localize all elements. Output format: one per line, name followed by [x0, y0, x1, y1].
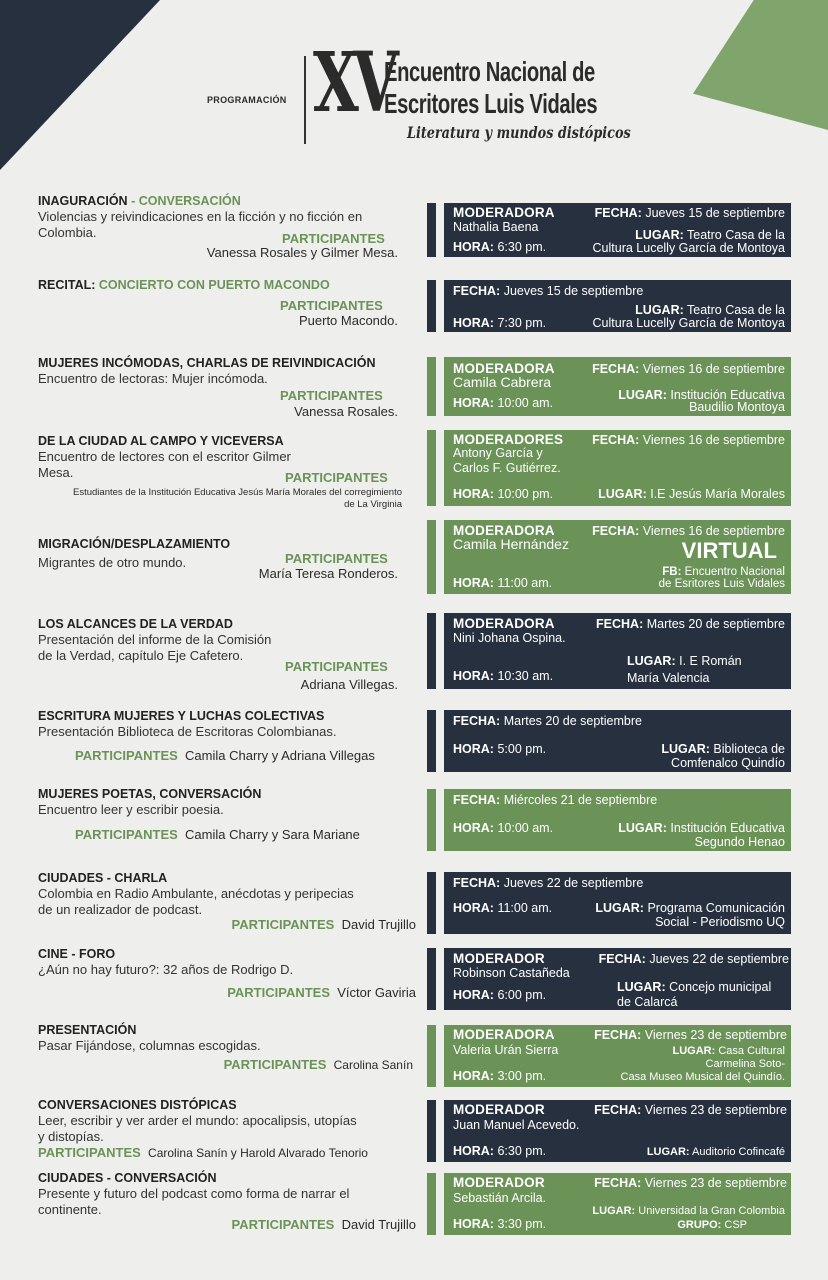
event-info	[38, 708, 413, 763]
event-info	[38, 193, 413, 260]
participants-label: PARTICIPANTES	[285, 659, 388, 674]
date-label: FECHA:	[594, 206, 642, 220]
time-value: 6:30 pm.	[497, 1144, 547, 1158]
event-info	[38, 1022, 413, 1072]
date-label: FECHA:	[592, 362, 640, 376]
participants-names: Estudiantes de la Institución Educativa Jesús María Morales del corregimiento de La Virginia	[73, 487, 402, 510]
participants-row	[75, 827, 360, 843]
participants-row	[224, 1057, 413, 1073]
time-value: 10:30 am.	[497, 669, 554, 683]
time-label: HORA:	[453, 988, 494, 1002]
participants-names: Carolina Sanín y Harold Alvarado Tenorio	[148, 1146, 368, 1160]
participants-row	[232, 1217, 416, 1233]
participants-names: Víctor Gaviria	[337, 985, 416, 1000]
event-description: ¿Aún no hay futuro?: 32 años de Rodrigo D.	[38, 962, 294, 977]
event-description: Presente y futuro del podcast como forma de narrar el	[38, 1186, 350, 1201]
participants-label: PARTICIPANTES	[280, 298, 383, 313]
participants-names: Camila Charry y Adriana Villegas	[185, 748, 375, 763]
participants-names: Vanessa Rosales y Gilmer Mesa.	[206, 245, 398, 260]
date-label: FECHA:	[592, 524, 640, 538]
venue-value-2: Segundo Henao	[694, 835, 785, 849]
participants-label: PARTICIPANTES	[285, 470, 388, 485]
venue-label: LUGAR:	[635, 228, 684, 242]
venue-value: Institución Educativa	[670, 388, 785, 402]
event-marker	[427, 280, 436, 332]
event-title: MUJERES INCÓMODAS, CHARLAS DE REIVINDICACIÓN	[38, 356, 376, 370]
facebook-label: FB:	[662, 566, 682, 578]
time-value: 6:30 pm.	[497, 240, 547, 254]
corner-decoration-top-right	[693, 0, 828, 130]
event-description: Encuentro de lectoras: Mujer incómoda.	[38, 371, 268, 386]
date-value: Miércoles 21 de septiembre	[503, 793, 658, 807]
event-description: Leer, escribir y ver arder el mundo: apocalipsis, utopías	[38, 1113, 357, 1128]
event-info	[38, 277, 413, 328]
participants-label: PARTICIPANTES	[282, 231, 385, 246]
venue-value: Casa Cultural	[718, 1045, 785, 1057]
facebook-value-2: de Esritores Luis Vidales	[658, 578, 785, 590]
venue-label: LUGAR:	[592, 1205, 636, 1217]
event-title: CINE - FORO	[38, 947, 116, 961]
participants-names: Camila Charry y Sara Mariane	[185, 827, 360, 842]
venue-value-3: Casa Museo Musical del Quindío.	[620, 1071, 785, 1083]
participants-label: PARTICIPANTES	[231, 1217, 335, 1232]
venue-value: Universidad la Gran Colombia	[638, 1205, 785, 1217]
date-label: FECHA:	[453, 714, 501, 728]
venue-value: Biblioteca de	[713, 742, 785, 756]
date-value: Viernes 23 de septiembre	[644, 1028, 787, 1042]
event-details-box	[444, 789, 791, 851]
time-label: HORA:	[453, 576, 494, 590]
participants-label: PARTICIPANTES	[38, 1145, 141, 1160]
date-value: Viernes 16 de septiembre	[642, 362, 785, 376]
participants-row	[75, 748, 375, 764]
venue-value-2: Baudilio Montoya	[689, 400, 785, 414]
venue-label: LUGAR:	[618, 821, 667, 835]
event-description: Presentación Biblioteca de Escritoras Colombianas.	[38, 724, 337, 739]
moderator-label: MODERADORA	[453, 1027, 555, 1042]
venue-value-2: Carmelina Soto-	[705, 1058, 785, 1070]
event-description: Encuentro de lectores con el escritor Gilmer Mesa.	[38, 449, 291, 480]
participants-names: María Teresa Ronderos.	[258, 566, 398, 581]
time-label: HORA:	[453, 316, 494, 330]
date-label: FECHA:	[592, 433, 640, 447]
date-value: Martes 20 de septiembre	[503, 714, 642, 728]
moderator-name: Nathalia Baena	[453, 220, 539, 234]
moderator-label: MODERADORA	[453, 616, 555, 631]
venue-label: LUGAR:	[598, 487, 647, 501]
participants-row	[38, 1145, 368, 1161]
venue-value-2: Comfenalco Quindío	[671, 756, 785, 770]
event-info	[38, 616, 413, 692]
event-title	[38, 193, 413, 209]
venue-value: Concejo municipal	[669, 980, 772, 994]
time-label: HORA:	[453, 742, 494, 756]
time-label: HORA:	[453, 669, 494, 683]
venue-value: Teatro Casa de la	[687, 228, 785, 242]
moderator-name: Sebastián Arcila.	[453, 1191, 547, 1205]
event-info	[38, 536, 413, 581]
participants-label: PARTICIPANTES	[227, 985, 331, 1000]
event-details-box	[444, 710, 791, 772]
event-subtitle: Literatura y mundos distópicos	[407, 123, 631, 142]
time-value: 11:00 am.	[497, 901, 553, 915]
participants-label: PARTICIPANTES	[75, 748, 178, 763]
participants-label: PARTICIPANTES	[75, 827, 178, 842]
date-label: FECHA:	[594, 1103, 642, 1117]
moderator-name: Juan Manuel Acevedo.	[453, 1118, 580, 1132]
programacion-label: PROGRAMACIÓN	[207, 95, 287, 105]
event-info	[38, 355, 413, 419]
event-marker	[427, 203, 436, 257]
moderator-name-2: Carlos F. Gutiérrez.	[453, 461, 561, 475]
event-info	[38, 1170, 416, 1232]
venue-value: Auditorio Cofincafé	[692, 1146, 785, 1158]
time-label: HORA:	[453, 1217, 494, 1231]
participants-label: PARTICIPANTES	[285, 551, 388, 566]
event-description: Violencias y reivindicaciones en la ficción y no ficción en Colombia.	[38, 209, 363, 240]
time-label: HORA:	[453, 1144, 494, 1158]
event-details-box	[444, 280, 791, 332]
event-description: Encuentro leer y escribir poesia.	[38, 802, 224, 817]
moderator-name: Antony García y	[453, 446, 543, 460]
date-value: Viernes 23 de septiembre	[644, 1176, 787, 1190]
event-title: ESCRITURA MUJERES Y LUCHAS COLECTIVAS	[38, 709, 325, 723]
date-value: Martes 20 de septiembre	[646, 617, 785, 631]
event-marker	[427, 357, 436, 416]
time-label: HORA:	[453, 487, 494, 501]
participants-names: David Trujillo	[341, 917, 416, 932]
event-details-box	[444, 613, 791, 689]
event-description-2: continente.	[38, 1202, 102, 1217]
venue-label: LUGAR:	[627, 654, 676, 668]
time-label: HORA:	[453, 396, 494, 410]
moderator-label: MODERADOR	[453, 1175, 545, 1190]
time-value: 3:00 pm.	[497, 1069, 547, 1083]
date-value: Viernes 16 de septiembre	[642, 524, 785, 538]
event-marker	[427, 1100, 436, 1162]
event-title: DE LA CIUDAD AL CAMPO Y VICEVERSA	[38, 434, 284, 448]
event-title: MIGRACIÓN/DESPLAZAMIENTO	[38, 537, 231, 551]
facebook-value: Encuentro Nacional	[684, 566, 785, 578]
venue-label: LUGAR:	[618, 388, 667, 402]
group-value: CSP	[724, 1219, 747, 1231]
event-info	[38, 946, 416, 1000]
moderator-label: MODERADORES	[453, 432, 564, 447]
time-value: 10:00 am.	[497, 821, 554, 835]
date-label: FECHA:	[596, 617, 644, 631]
time-label: HORA:	[453, 240, 494, 254]
time-value: 11:00 am.	[497, 576, 553, 590]
venue-value: I.E Jesús María Morales	[650, 487, 785, 501]
venue-label: LUGAR:	[646, 1146, 690, 1158]
event-description: Colombia en Radio Ambulante, anécdotas y peripecias	[38, 886, 354, 901]
moderator-name: Camila Hernández	[453, 536, 569, 552]
venue-label: LUGAR:	[595, 901, 644, 915]
event-title: PRESENTACIÓN	[38, 1023, 137, 1037]
event-details-box	[444, 1173, 791, 1235]
edition-numeral: XV	[313, 35, 394, 131]
venue-value-2: Cultura Lucelly García de Montoya	[592, 241, 785, 255]
time-label: HORA:	[453, 1069, 494, 1083]
event-description: Migrantes de otro mundo.	[38, 555, 187, 570]
event-marker	[427, 872, 436, 934]
event-description-2: de un realizador de podcast.	[38, 902, 203, 917]
event-title: CIUDADES - CHARLA	[38, 871, 168, 885]
date-label: FECHA:	[594, 1028, 642, 1042]
participants-row	[232, 917, 416, 933]
event-description-2: y distopías.	[38, 1129, 104, 1144]
event-details-box	[444, 203, 791, 257]
event-marker	[427, 1173, 436, 1235]
date-label: FECHA:	[594, 1176, 642, 1190]
date-value: Viernes 23 de septiembre	[644, 1103, 787, 1117]
moderator-name: Camila Cabrera	[453, 374, 552, 390]
moderator-label: MODERADOR	[453, 1102, 545, 1117]
time-value: 5:00 pm.	[497, 742, 547, 756]
venue-value: Programa Comunicación	[647, 901, 785, 915]
venue-label: LUGAR:	[672, 1045, 716, 1057]
venue-value: I. E Román	[679, 654, 742, 668]
time-value: 10:00 am.	[497, 396, 554, 410]
venue-label: LUGAR:	[635, 303, 684, 317]
event-marker	[427, 948, 436, 1010]
event-details-box	[444, 948, 791, 1010]
date-value: Jueves 15 de septiembre	[503, 284, 644, 298]
event-title: CIUDADES - CONVERSACIÓN	[38, 1171, 217, 1185]
event-details-box	[444, 1100, 791, 1162]
event-info	[38, 433, 413, 510]
event-info	[38, 1097, 413, 1160]
time-label: HORA:	[453, 821, 494, 835]
event-title-line2: Escritores Luis Vidales	[384, 88, 598, 119]
event-info	[38, 786, 413, 842]
time-value: 3:30 pm.	[497, 1217, 547, 1231]
participants-names: Vanessa Rosales.	[294, 404, 398, 419]
event-marker	[427, 710, 436, 772]
group-label: GRUPO:	[677, 1219, 722, 1231]
venue-value-2: de Calarcá	[617, 995, 678, 1009]
event-title-main: INAGURACIÓN	[38, 194, 128, 208]
venue-value-2: María Valencia	[627, 671, 710, 685]
venue-value-2: Social - Periodismo UQ	[655, 915, 785, 929]
date-label: FECHA:	[598, 952, 646, 966]
moderator-name: Nini Johana Ospina.	[453, 631, 566, 645]
participants-names: Carolina Sanín	[333, 1058, 413, 1072]
event-details-box	[444, 520, 791, 594]
time-value: 6:00 pm.	[497, 988, 547, 1002]
participants-names: Adriana Villegas.	[300, 677, 398, 692]
event-title-main: RECITAL:	[38, 278, 96, 292]
venue-label: LUGAR:	[661, 742, 710, 756]
date-value: Viernes 16 de septiembre	[642, 433, 785, 447]
header-divider	[304, 56, 306, 144]
corner-decoration-top-left	[0, 0, 160, 170]
venue-value-2: Cultura Lucelly García de Montoya	[592, 316, 785, 330]
event-details-box	[444, 357, 791, 416]
event-title: LOS ALCANCES DE LA VERDAD	[38, 617, 233, 631]
event-title-accent: CONCIERTO CON PUERTO MACONDO	[95, 278, 330, 292]
event-marker	[427, 430, 436, 506]
date-label: FECHA:	[453, 793, 501, 807]
event-info	[38, 870, 416, 932]
venue-value: Institución Educativa	[670, 821, 785, 835]
participants-label: PARTICIPANTES	[231, 917, 335, 932]
participants-label: PARTICIPANTES	[280, 388, 383, 403]
event-marker	[427, 789, 436, 851]
date-label: FECHA:	[453, 876, 501, 890]
venue-label: LUGAR:	[617, 980, 666, 994]
participants-row	[227, 985, 416, 1001]
date-value: Jueves 22 de septiembre	[649, 952, 789, 966]
event-title: MUJERES POETAS, CONVERSACIÓN	[38, 787, 262, 801]
moderator-name: Valeria Urán Sierra	[453, 1043, 559, 1057]
event-description: Pasar Fijándose, columnas escogidas.	[38, 1038, 261, 1053]
time-value: 7:30 pm.	[497, 316, 547, 330]
event-details-box	[444, 872, 791, 934]
event-description: Presentación del informe de la Comisión	[38, 632, 272, 647]
date-value: Jueves 15 de septiembre	[645, 206, 785, 220]
date-label: FECHA:	[453, 284, 501, 298]
event-marker	[427, 613, 436, 689]
event-title: CONVERSACIONES DISTÓPICAS	[38, 1098, 237, 1112]
participants-label: PARTICIPANTES	[223, 1057, 327, 1072]
event-title-accent: - CONVERSACIÓN	[127, 194, 241, 208]
participants-names: David Trujillo	[341, 1217, 416, 1232]
moderator-label: MODERADOR	[453, 951, 545, 966]
time-value: 10:00 pm.	[497, 487, 554, 501]
moderator-label: MODERADORA	[453, 205, 555, 220]
virtual-label: VIRTUAL	[681, 538, 777, 563]
event-title-line1: Encuentro Nacional de	[384, 56, 595, 87]
time-label: HORA:	[453, 901, 494, 915]
event-description-2: de la Verdad, capítulo Eje Cafetero.	[38, 648, 244, 663]
date-value: Jueves 22 de septiembre	[503, 876, 644, 890]
moderator-name: Robinson Castañeda	[453, 966, 570, 980]
venue-value: Teatro Casa de la	[687, 303, 785, 317]
event-details-box	[444, 430, 791, 506]
moderator-label: MODERADORA	[453, 361, 555, 376]
event-marker	[427, 1025, 436, 1087]
event-title	[38, 277, 413, 293]
participants-names: Puerto Macondo.	[298, 313, 398, 328]
event-marker	[427, 520, 436, 594]
event-details-box	[444, 1025, 791, 1087]
moderator-label: MODERADORA	[453, 523, 555, 538]
